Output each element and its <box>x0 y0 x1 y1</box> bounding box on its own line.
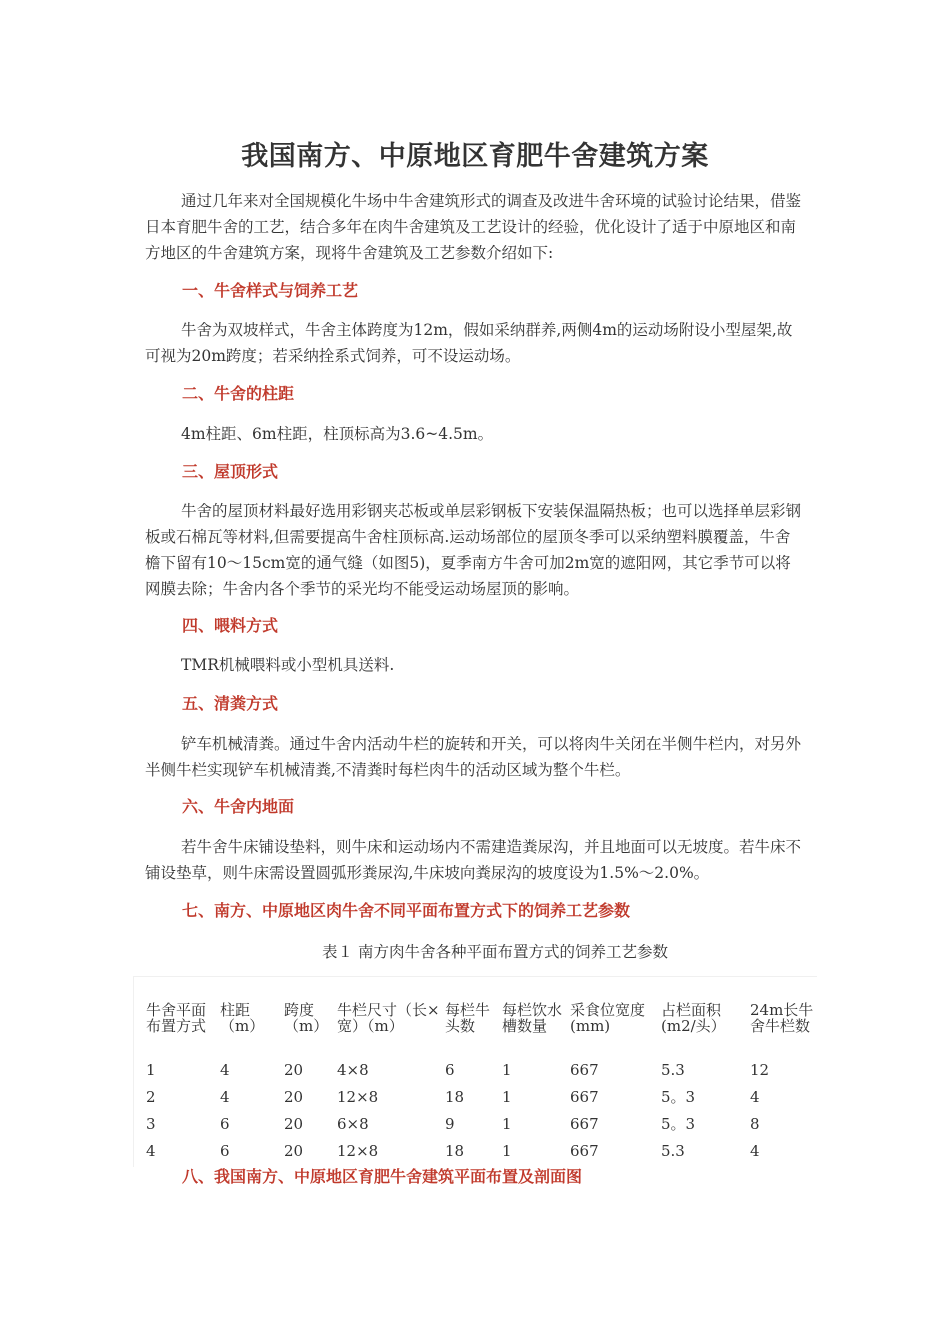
section-heading-4: 四、喂料方式 <box>182 616 279 635</box>
table-cell: 1 <box>146 1060 156 1079</box>
table-header-row <box>146 980 816 1056</box>
table-cell: 18 <box>445 1141 465 1160</box>
section-text-3: 牛舍的屋顶材料最好选用彩钢夹芯板或单层彩钢板下安装保温隔热板；也可以选择单层彩钢板或石棉瓦等材料,但需要提高牛舍柱顶标高.运动场部位的屋顶冬季可以采纳塑料膜覆盖，牛舍檐下留有10～15cm宽的通气缝（如图5)，夏季南方牛舍可加2m宽的遮阳网，其它季节可以将网膜去除；牛舍内各个季节的采光均不能受运动场屋顶的影响。 <box>145 502 802 598</box>
table-header-cell: 牛栏尺寸（长×宽）（m） <box>337 1001 440 1035</box>
table-cell: 2 <box>146 1087 156 1106</box>
table-cell: 12×8 <box>337 1087 379 1106</box>
table-cell: 4 <box>220 1060 230 1079</box>
section-text-4: TMR机械喂料或小型机具送料. <box>181 656 395 674</box>
page-title: 我国南方、中原地区育肥牛舍建筑方案 <box>241 141 709 172</box>
table-container <box>133 976 817 1167</box>
table-cell: 1 <box>502 1141 512 1160</box>
table-cell: 20 <box>284 1141 304 1160</box>
table-header-cell: 跨度（m） <box>284 1001 329 1035</box>
section-text-6: 若牛舍牛床铺设垫料，则牛床和运动场内不需建造粪尿沟，并且地面可以无坡度。若牛床不铺设垫草，则牛床需设置圆弧形粪尿沟,牛床坡向粪尿沟的坡度设为1.5%～2.0%。 <box>145 838 802 882</box>
section-text-1: 牛舍为双坡样式，牛舍主体跨度为12m，假如采纳群养,两侧4m的运动场附设小型屋架,故可视为20m跨度；若采纳拴系式饲养，可不设运动场。 <box>145 321 793 365</box>
table-row <box>146 1137 816 1164</box>
table-cell: 5.3 <box>661 1141 685 1160</box>
table-row <box>146 1110 816 1137</box>
table-header-cell: 牛舍平面布置方式 <box>146 1001 207 1035</box>
table-caption: 表１ 南方肉牛舍各种平面布置方式的饲养工艺参数 <box>322 943 668 961</box>
parameters-table <box>146 980 816 1164</box>
table-cell: 6 <box>220 1114 230 1133</box>
table-cell: 1 <box>502 1060 512 1079</box>
table-header-cell: 每栏饮水槽数量 <box>502 1001 563 1035</box>
table-cell: 3 <box>146 1114 156 1133</box>
table-row <box>146 1083 816 1110</box>
table-cell: 6 <box>445 1060 455 1079</box>
table-header-cell: 24m长牛舍牛栏数 <box>750 1001 814 1035</box>
table-cell: 12×8 <box>337 1141 379 1160</box>
table-cell: 667 <box>570 1141 599 1160</box>
table-header-cell: 占栏面积(m2/头） <box>661 1001 726 1035</box>
table-cell: 667 <box>570 1087 599 1106</box>
table-cell: 5。3 <box>661 1088 696 1106</box>
table-cell: 1 <box>502 1114 512 1133</box>
section-heading-7: 七、南方、中原地区肉牛舍不同平面布置方式下的饲养工艺参数 <box>182 901 631 920</box>
table-cell: 4×8 <box>337 1060 369 1079</box>
section-heading-8: 八、我国南方、中原地区育肥牛舍建筑平面布置及剖面图 <box>182 1167 583 1186</box>
intro-paragraph: 通过几年来对全国规模化牛场中牛舍建筑形式的调查及改进牛舍环境的试验讨论结果，借鉴日本育肥牛舍的工艺，结合多年在肉牛舍建筑及工艺设计的经验，优化设计了适于中原地区和南方地区的牛舍建筑方案，现将牛舍建筑及工艺参数介绍如下: <box>145 192 802 262</box>
table-cell: 667 <box>570 1060 599 1079</box>
table-cell: 20 <box>284 1060 304 1079</box>
section-heading-1: 一、牛舍样式与饲养工艺 <box>182 281 359 300</box>
table-cell: 4 <box>750 1141 760 1160</box>
section-text-5: 铲车机械清粪。通过牛舍内活动牛栏的旋转和开关，可以将肉牛关闭在半侧牛栏内，对另外半侧牛栏实现铲车机械清粪,不清粪时每栏肉牛的活动区域为整个牛栏。 <box>145 735 802 779</box>
table-cell: 1 <box>502 1087 512 1106</box>
table-cell: 6 <box>220 1141 230 1160</box>
table-cell: 4 <box>750 1087 760 1106</box>
section-heading-3: 三、屋顶形式 <box>182 462 279 481</box>
table-cell: 9 <box>445 1114 455 1133</box>
section-heading-5: 五、清粪方式 <box>182 694 279 713</box>
table-cell: 6×8 <box>337 1114 369 1133</box>
table-header-cell: 每栏牛头数 <box>445 1001 491 1035</box>
section-heading-6: 六、牛舍内地面 <box>182 797 295 816</box>
table-header-cell: 柱距（m） <box>220 1001 265 1035</box>
table-cell: 18 <box>445 1087 465 1106</box>
table-cell: 667 <box>570 1114 599 1133</box>
table-cell: 20 <box>284 1114 304 1133</box>
table-cell: 5.3 <box>661 1060 685 1079</box>
table-cell: 4 <box>146 1141 156 1160</box>
section-text-2: 4m柱距、6m柱距，柱顶标高为3.6~4.5m。 <box>181 425 494 443</box>
table-cell: 4 <box>220 1087 230 1106</box>
table-header-cell: 采食位宽度(mm) <box>570 1001 646 1035</box>
table-cell: 5。3 <box>661 1115 696 1133</box>
section-heading-2: 二、牛舍的柱距 <box>182 384 295 403</box>
table-row <box>146 1056 816 1083</box>
table-cell: 8 <box>750 1114 760 1133</box>
table-cell: 12 <box>750 1060 770 1079</box>
table-cell: 20 <box>284 1087 304 1106</box>
